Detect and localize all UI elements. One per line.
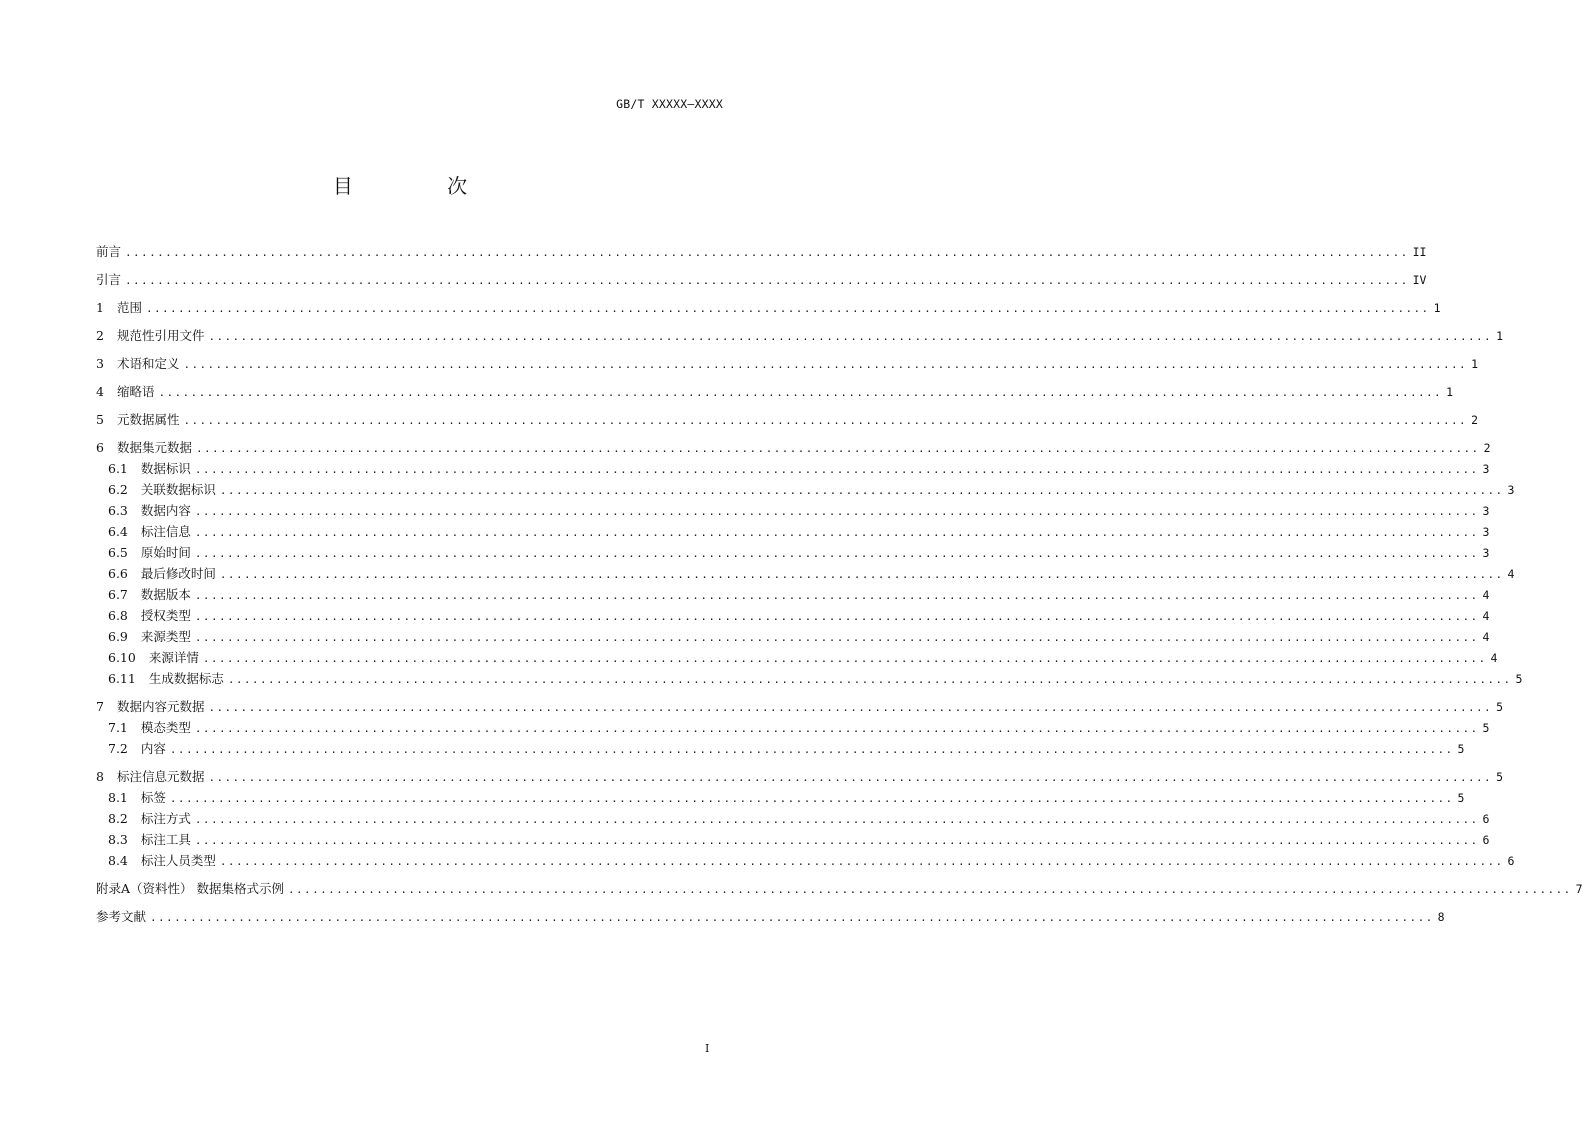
toc-entry-label: 缩略语 [116,384,155,399]
toc-entry-number: 4 [96,384,104,399]
toc-entry-page: 5 [1457,791,1465,805]
toc-entry-label: 标注工具 [140,832,191,847]
toc-entry-label: 标注方式 [140,811,191,826]
toc-leader-dots: ................................................................................................................................................................ [169,743,1454,756]
toc-entry-number: 6.2 [108,482,128,497]
toc-entry-page: 5 [1515,672,1523,686]
toc-entry[interactable] [96,788,1465,809]
toc-entry[interactable] [96,648,1498,669]
toc-entry-page: 5 [1457,742,1465,756]
toc-leader-dots: ................................................................................................................................................................ [194,610,1479,623]
toc-entry-label: 数据标识 [140,461,191,476]
toc-entry-number: 6.4 [108,524,128,539]
toc-entry-label: 附录A（资料性） 数据集格式示例 [96,881,285,896]
toc-entry-number: 6.5 [108,545,128,560]
toc-leader-dots: ................................................................................................................................................................ [183,414,1468,427]
toc-leader-dots: ................................................................................................................................................................ [195,442,1480,455]
toc-entry-label: 元数据属性 [116,412,180,427]
toc-entry-label: 前言 [96,244,122,259]
toc-entry-label: 数据版本 [140,587,191,602]
toc-entry-label: 规范性引用文件 [116,328,205,343]
toc-entry-label: 原始时间 [140,545,191,560]
toc-entry-page: 3 [1482,546,1490,560]
toc-entry-number: 7.2 [108,741,128,756]
toc-entry-page: 4 [1482,609,1490,623]
toc-entry-label: 引言 [96,272,122,287]
page-title: 目 次 [332,174,512,198]
toc-entry-label: 生成数据标志 [148,671,224,686]
toc-entry[interactable] [96,669,1523,690]
toc-leader-dots: ................................................................................................................................................................ [125,246,1409,259]
toc-entry[interactable] [96,767,1504,788]
toc-entry[interactable] [96,809,1490,830]
toc-entry-page: 7 [1575,882,1583,896]
toc-entry-label: 模态类型 [140,720,191,735]
toc-leader-dots: ................................................................................................................................................................ [219,568,1504,581]
toc-leader-dots: ................................................................................................................................................................ [150,911,1434,924]
document-code: GB/T XXXXX—XXXX [616,97,723,111]
toc-leader-dots: ................................................................................................................................................................ [208,701,1493,714]
toc-entry-number: 1 [96,300,104,315]
toc-entry-number: 8.1 [108,790,128,805]
toc-entry[interactable] [96,564,1515,585]
toc-entry-label: 标签 [140,790,166,805]
toc-leader-dots: ................................................................................................................................................................ [219,855,1504,868]
toc-entry-page: 8 [1437,910,1445,924]
toc-leader-dots: ................................................................................................................................................................ [194,547,1479,560]
toc-entry-page: 4 [1507,567,1515,581]
toc-leader-dots: ................................................................................................................................................................ [183,358,1468,371]
toc-entry-page: 4 [1482,588,1490,602]
toc-entry-label: 标注信息元数据 [116,769,205,784]
toc-entry-label: 标注人员类型 [140,853,216,868]
toc-entry-page: IV [1412,273,1427,287]
toc-leader-dots: ................................................................................................................................................................ [194,834,1479,847]
toc-entry-number: 8.4 [108,853,128,868]
toc-entry[interactable] [96,438,1491,459]
toc-entry-label: 授权类型 [140,608,191,623]
toc-entry-number: 8.2 [108,811,128,826]
toc-leader-dots: ................................................................................................................................................................ [194,813,1479,826]
toc-entry-page: 1 [1496,329,1504,343]
toc-entry-page: 4 [1482,630,1490,644]
toc-leader-dots: ................................................................................................................................................................ [288,883,1572,896]
toc-entry[interactable] [96,907,1445,928]
toc-entry[interactable] [96,627,1490,648]
toc-entry-page: 5 [1496,770,1504,784]
toc-entry-page: 3 [1482,525,1490,539]
toc-entry-number: 6.6 [108,566,128,581]
toc-entry-page: 2 [1471,413,1479,427]
toc-entry-number: 6 [96,440,104,455]
toc-entry-label: 来源类型 [140,629,191,644]
toc-leader-dots: ................................................................................................................................................................ [125,274,1409,287]
toc-entry-number: 7.1 [108,720,128,735]
toc-entry-label: 关联数据标识 [140,482,216,497]
toc-leader-dots: ................................................................................................................................................................ [219,484,1504,497]
toc-entry[interactable] [96,501,1490,522]
toc-entry[interactable] [96,543,1490,564]
toc-entry-page: 6 [1507,854,1515,868]
toc-entry-page: 1 [1433,301,1441,315]
toc-entry[interactable] [96,326,1504,347]
toc-entry-page: 6 [1482,833,1490,847]
toc-entry-page: 1 [1471,357,1479,371]
toc-entry-number: 6.9 [108,629,128,644]
toc-entry-label: 内容 [140,741,166,756]
toc-entry-page: II [1412,245,1427,259]
toc-entry-number: 7 [96,699,104,714]
toc-entry[interactable] [96,354,1479,375]
toc-leader-dots: ................................................................................................................................................................ [208,330,1493,343]
toc-entry-number: 6.7 [108,587,128,602]
toc-entry[interactable] [96,830,1490,851]
toc-entry-page: 3 [1482,504,1490,518]
toc-entry-page: 5 [1482,721,1490,735]
toc-leader-dots: ................................................................................................................................................................ [208,771,1493,784]
toc-entry[interactable] [96,851,1515,872]
toc-entry[interactable] [96,697,1504,718]
toc-entry[interactable] [96,270,1427,291]
toc-entry[interactable] [96,718,1490,739]
toc-leader-dots: ................................................................................................................................................................ [158,386,1443,399]
toc-entry[interactable] [96,242,1427,263]
page-number: I [705,1042,710,1055]
toc-entry[interactable] [96,459,1490,480]
toc-leader-dots: ................................................................................................................................................................ [194,463,1479,476]
toc-entry-label: 数据内容 [140,503,191,518]
toc-entry-number: 6.1 [108,461,128,476]
toc-entry-label: 数据内容元数据 [116,699,205,714]
toc-entry[interactable] [96,382,1454,403]
toc-leader-dots: ................................................................................................................................................................ [145,302,1430,315]
toc-entry-number: 2 [96,328,104,343]
toc-leader-dots: ................................................................................................................................................................ [194,631,1479,644]
toc-entry-page: 1 [1446,385,1454,399]
toc-entry-number: 3 [96,356,104,371]
toc-entry[interactable] [96,739,1465,760]
toc-entry-page: 5 [1496,700,1504,714]
toc-leader-dots: ................................................................................................................................................................ [194,505,1479,518]
toc-entry-number: 6.11 [108,671,136,686]
toc-entry-number: 6.3 [108,503,128,518]
table-of-contents [96,242,1583,928]
toc-entry-label: 最后修改时间 [140,566,216,581]
toc-entry-page: 3 [1482,462,1490,476]
toc-entry-page: 2 [1483,441,1491,455]
toc-leader-dots: ................................................................................................................................................................ [227,673,1512,686]
toc-leader-dots: ................................................................................................................................................................ [169,792,1454,805]
toc-leader-dots: ................................................................................................................................................................ [194,589,1479,602]
toc-entry-label: 术语和定义 [116,356,180,371]
toc-entry-number: 8.3 [108,832,128,847]
toc-entry[interactable] [96,879,1583,900]
toc-entry[interactable] [96,585,1490,606]
toc-entry[interactable] [96,298,1441,319]
toc-entry-label: 数据集元数据 [116,440,192,455]
toc-entry[interactable] [96,606,1490,627]
toc-entry-label: 来源详情 [148,650,199,665]
toc-leader-dots: ................................................................................................................................................................ [202,652,1487,665]
toc-entry-page: 6 [1482,812,1490,826]
toc-entry[interactable] [96,410,1479,431]
toc-entry-number: 5 [96,412,104,427]
toc-leader-dots: ................................................................................................................................................................ [194,722,1479,735]
toc-entry-number: 6.10 [108,650,136,665]
toc-entry-label: 标注信息 [140,524,191,539]
toc-entry-number: 6.8 [108,608,128,623]
toc-entry-page: 4 [1490,651,1498,665]
toc-entry[interactable] [96,480,1515,501]
toc-entry-label: 参考文献 [96,909,147,924]
toc-entry-label: 范围 [116,300,142,315]
toc-leader-dots: ................................................................................................................................................................ [194,526,1479,539]
toc-entry[interactable] [96,522,1490,543]
toc-entry-number: 8 [96,769,104,784]
toc-entry-page: 3 [1507,483,1515,497]
